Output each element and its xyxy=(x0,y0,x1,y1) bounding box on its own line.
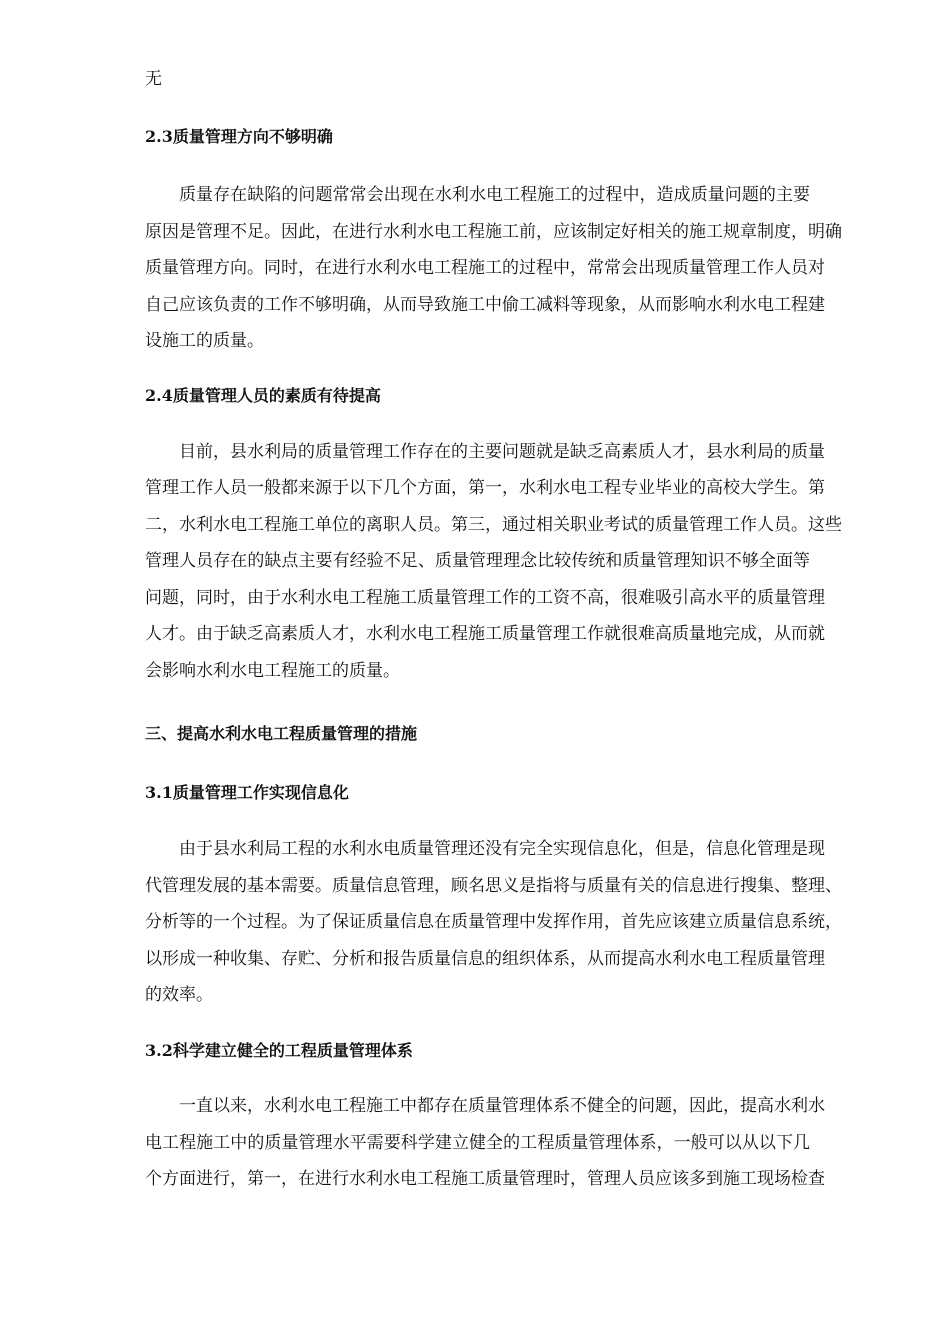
paragraph-line: 的效率。 xyxy=(145,985,213,1005)
paragraph-line: 一直以来，水利水电工程施工中都存在质量管理体系不健全的问题，因此，提高水利水 xyxy=(179,1096,825,1116)
paragraph-line: 二，水利水电工程施工单位的离职人员。第三，通过相关职业考试的质量管理工作人员。这些 xyxy=(145,515,842,535)
paragraph-line: 设施工的质量。 xyxy=(145,331,264,351)
paragraph-line: 自己应该负责的工作不够明确，从而导致施工中偷工减料等现象，从而影响水利水电工程建 xyxy=(145,295,825,315)
paragraph-line: 分析等的一个过程。为了保证质量信息在质量管理中发挥作用，首先应该建立质量信息系统， xyxy=(145,912,842,932)
section-heading-3-2: 3.2科学建立健全的工程质量管理体系 xyxy=(145,1041,413,1060)
paragraph-line: 个方面进行，第一，在进行水利水电工程施工质量管理时，管理人员应该多到施工现场检查 xyxy=(145,1169,825,1189)
carryover-text: 无 xyxy=(145,69,162,89)
paragraph-line: 原因是管理不足。因此，在进行水利水电工程施工前，应该制定好相关的施工规章制度，明确 xyxy=(145,222,842,242)
paragraph-line: 人才。由于缺乏高素质人才，水利水电工程施工质量管理工作就很难高质量地完成，从而就 xyxy=(145,624,825,644)
paragraph-line: 电工程施工中的质量管理水平需要科学建立健全的工程质量管理体系，一般可以从以下几 xyxy=(145,1133,810,1153)
chapter-heading-3: 三、提高水利水电工程质量管理的措施 xyxy=(145,724,418,743)
paragraph-line: 会影响水利水电工程施工的质量。 xyxy=(145,661,400,681)
paragraph-line: 质量管理方向。同时，在进行水利水电工程施工的过程中，常常会出现质量管理工作人员对 xyxy=(145,258,825,278)
section-heading-3-1: 3.1质量管理工作实现信息化 xyxy=(145,783,349,802)
paragraph-line: 代管理发展的基本需要。质量信息管理，顾名思义是指将与质量有关的信息进行搜集、整理、 xyxy=(145,876,842,896)
paragraph-line: 质量存在缺陷的问题常常会出现在水利水电工程施工的过程中，造成质量问题的主要 xyxy=(179,185,810,205)
paragraph-line: 管理工作人员一般都来源于以下几个方面，第一，水利水电工程专业毕业的高校大学生。第 xyxy=(145,478,825,498)
paragraph-line: 以形成一种收集、存贮、分析和报告质量信息的组织体系，从而提高水利水电工程质量管理 xyxy=(145,949,825,969)
paragraph-line: 由于县水利局工程的水利水电质量管理还没有完全实现信息化，但是，信息化管理是现 xyxy=(179,839,825,859)
section-heading-2-4: 2.4质量管理人员的素质有待提高 xyxy=(145,386,381,405)
paragraph-line: 问题，同时，由于水利水电工程施工质量管理工作的工资不高，很难吸引高水平的质量管理 xyxy=(145,588,825,608)
paragraph-line: 目前，县水利局的质量管理工作存在的主要问题就是缺乏高素质人才，县水利局的质量 xyxy=(179,442,825,462)
section-heading-2-3: 2.3质量管理方向不够明确 xyxy=(145,127,333,146)
paragraph-line: 管理人员存在的缺点主要有经验不足、质量管理理念比较传统和质量管理知识不够全面等 xyxy=(145,551,810,571)
